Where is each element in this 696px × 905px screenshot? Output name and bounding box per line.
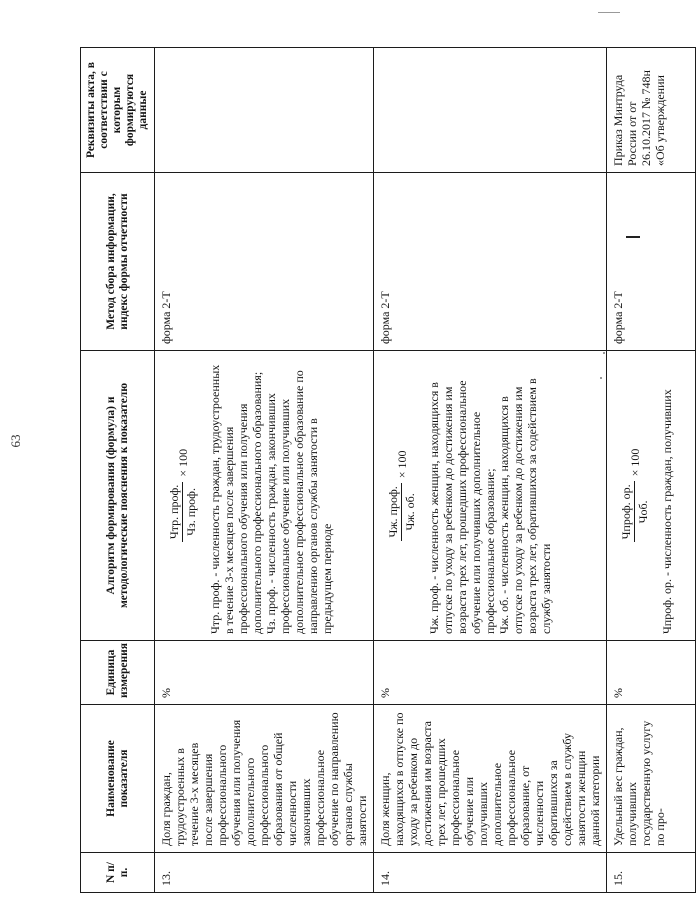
formula-explanation: Чж. об. - численность женщин, находящихся в отпуске по уходу за ребенком до достижения им возраста трех лет, обратившихся за содействием в службу занятости — [497, 378, 553, 634]
header-unit: Единица измерения — [81, 641, 155, 705]
formula-denominator: Чоб. — [636, 500, 650, 524]
formula-denominator: Чз. проф. — [184, 488, 198, 536]
table-row — [374, 48, 607, 893]
unit-cell: % — [155, 641, 374, 705]
formula-multiplier: × 100 — [175, 448, 190, 477]
formula-numerator: Чж. проф. — [386, 483, 402, 540]
collection-method: форма 2-Т — [155, 173, 374, 351]
formula-numerator: Чтр. проф. — [167, 482, 183, 542]
header-act-requisites: Реквизиты акта, в соответствии с которым формируются данные — [81, 48, 155, 173]
formula — [167, 357, 198, 634]
formula — [386, 357, 417, 634]
scan-edge-dash — [598, 12, 620, 13]
row-number: 14. — [374, 853, 607, 893]
header-number: N п/п. — [81, 853, 155, 893]
algorithm-cell — [607, 351, 696, 641]
algorithm-cell — [155, 351, 374, 641]
formula-explanation: Чз. проф. - численность граждан, закончивших профессиональное обучение или получивших дополнительное профессиональное образование по направлению органов службы занятости в предыдущем периоде — [264, 370, 334, 634]
formula — [619, 357, 650, 634]
row-number: 13. — [155, 853, 374, 893]
formula-explanation: Чж. проф. - численность женщин, находящихся в отпуске по уходу за ребенком до достижения им возраста трех лет, прошедших профессиональное обучение или получивших дополнительное профессиональное образование; — [427, 380, 497, 634]
indicators-table — [80, 47, 696, 893]
collection-method: форма 2-Т — [374, 173, 607, 351]
act-requisites — [155, 48, 374, 173]
header-collection-method: Метод сбора информации, индекс формы отчетности — [81, 173, 155, 351]
algorithm-cell — [374, 351, 607, 641]
header-indicator-name: Наименование показателя — [81, 705, 155, 853]
table-row — [607, 48, 696, 893]
rotated-page-content — [80, 48, 674, 893]
formula-multiplier: × 100 — [394, 450, 409, 479]
collection-method: форма 2-Т — [607, 173, 696, 351]
formula-numerator: Чпроф. ор. — [619, 481, 635, 542]
formula-explanation: Чтр. проф. - численность граждан, трудоустроенных в течение 3-х месяцев после завершения профессионального обучения или получения дополнительного профессионального образования; — [208, 364, 264, 634]
indicator-name: Удельный вес граждан, получивших государственную услугу по про- — [607, 705, 696, 853]
page-number: 63 — [8, 434, 23, 448]
table-header-row — [81, 48, 155, 893]
formula-denominator: Чж. об. — [403, 493, 417, 531]
header-algorithm: Алгоритм формирования (формула) и методологические пояснения к показателю — [81, 351, 155, 641]
act-requisites: Приказ Минтруда России от от 26.10.2017 № 748н «Об утверждении — [607, 48, 696, 173]
row-number: 15. — [607, 853, 696, 893]
formula-explanation: Чпроф. ор. - численность граждан, получивших — [660, 389, 674, 634]
indicator-name: Доля женщин, находящихся в отпуске по уходу за ребенком до достижения им возраста трех лет, прошедших профессиональное обучение или получивших дополнительное профессиональное образование, от численности обратившихся за содействием в службу занятости женщин данной категории — [374, 705, 607, 853]
act-requisites — [374, 48, 607, 173]
indicator-name: Доля граждан, трудоустроенных в течение 3-х месяцев после завершения профессионального обучения или получения дополнительного профессионального образования от общей численности закончивших профессиональное обучение по направлению органов службы занятости — [155, 705, 374, 853]
unit-cell: % — [374, 641, 607, 705]
table-row — [155, 48, 374, 893]
formula-multiplier: × 100 — [627, 448, 642, 477]
unit-cell: % — [607, 641, 696, 705]
